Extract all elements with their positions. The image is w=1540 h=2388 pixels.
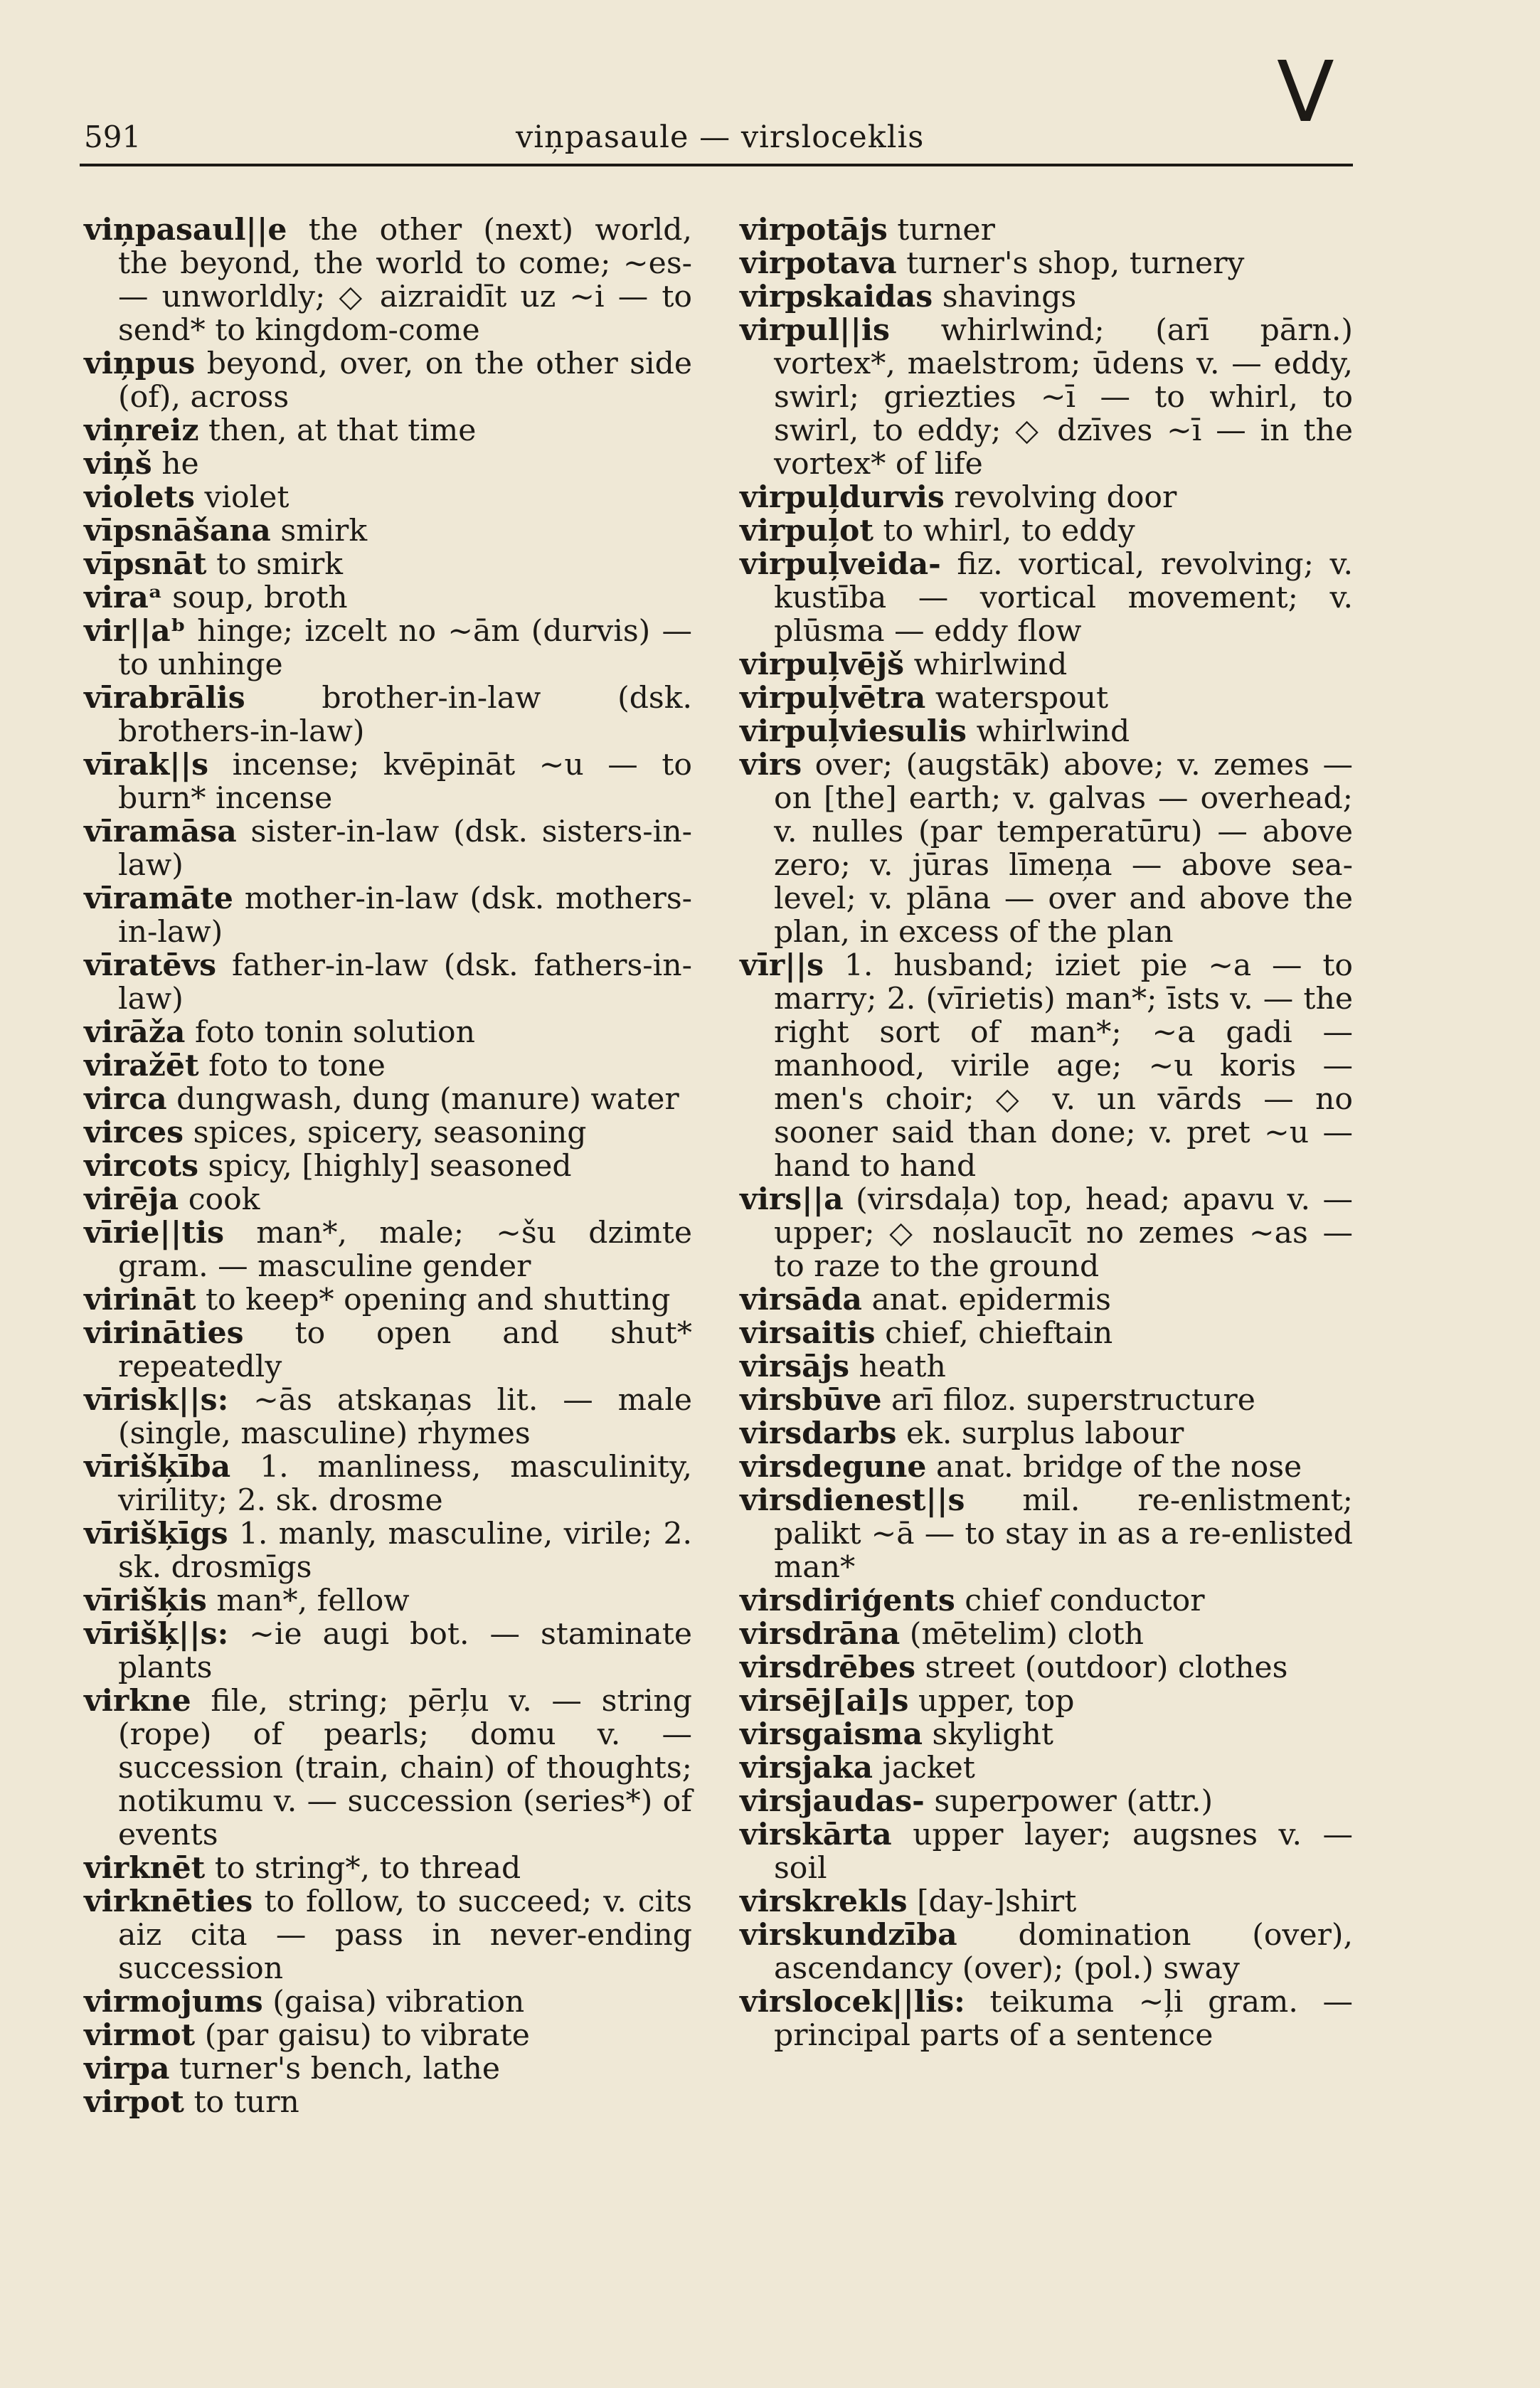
entry-definition: upper, top [918,1684,1075,1719]
entry-headword: viražēt [84,1048,199,1083]
dictionary-entry [84,213,692,347]
dictionary-entry [740,1417,1353,1450]
entry-headword: vīrišķīgs [84,1516,228,1551]
dictionary-entry [740,1751,1353,1785]
dictionary-entry [84,1985,692,2019]
dictionary-entry [84,581,692,615]
entry-headword: virmot [84,2017,196,2053]
dictionary-entry [84,447,692,481]
entry-definition: mil. re-enlistment; palikt ~ā — to stay in as a re-enlisted man* [774,1483,1354,1585]
entry-definition: ek. surplus labour [906,1416,1184,1451]
entry-headword: vīramāte [84,881,233,916]
dictionary-entry [84,615,692,681]
dictionary-entry [740,1384,1353,1417]
dictionary-entry [740,1651,1353,1684]
dictionary-entry [84,1183,692,1216]
entry-definition: hinge; izcelt no ~ām (durvis) — to unhinge [118,614,692,682]
entry-definition: turner's bench, lathe [179,2052,501,2086]
entry-definition: violet [204,480,290,515]
entry-headword: vīrišķ||s: [84,1616,229,1652]
entry-headword: virsaitis [740,1315,876,1351]
dictionary-entry [740,1785,1353,1818]
dictionary-entry [740,280,1353,314]
dictionary-entry [740,1684,1353,1718]
dictionary-entry [740,1317,1353,1350]
entry-definition: spices, spicery, seasoning [193,1115,587,1150]
entry-headword: viņš [84,446,152,482]
entry-definition: (par gaisu) to vibrate [204,2018,530,2053]
entry-definition: file, string; pērļu v. — string (rope) of pearls; domu v. — succession (train, chain) of thoughts; notikumu v. — succession (series*) of events [118,1684,692,1852]
entry-definition: 1. manly, masculine, virile; 2. sk. drosmīgs [118,1517,692,1585]
entry-headword: virs [740,747,802,782]
entry-headword: virsdiriģents [740,1583,955,1618]
entry-headword: vīrišķis [84,1583,207,1618]
dictionary-entry [84,1317,692,1384]
entry-headword: vīpsnāt [84,546,207,582]
entry-headword: virsdienest||s [740,1482,965,1518]
entry-definition: whirlwind; (arī pārn.) vortex*, maelstrom; ūdens v. — eddy, swirl; griezties ~ī — to whirl, to swirl, to eddy; ◇ dzīves ~ī — in the vortex* of life [774,313,1353,482]
entry-definition: domination (over), ascendancy (over); (pol.) sway [774,1918,1353,1986]
entry-headword: virpuļvējš [740,647,905,682]
entry-headword: virpot [84,2084,184,2120]
entry-headword: virsjaudas- [740,1783,925,1819]
dictionary-entry [740,1584,1353,1618]
entry-headword: viraᵃ [84,580,163,615]
dictionary-entry [84,1517,692,1584]
entry-definition: brother-in-law (dsk. brothers-in-law) [118,681,693,749]
dictionary-entry [740,1283,1353,1317]
entry-definition: over; (augstāk) above; v. zemes — on [the] earth; v. galvas — overhead; v. nulles (par temperatūru) — above zero; v. jūras līmeņa — above sea-level; v. plāna — over and above the plan, in excess of the plan [774,748,1353,950]
entry-definition: skylight [932,1717,1053,1752]
entry-headword: virskundzība [740,1917,957,1953]
entry-definition: anat. epidermis [871,1283,1111,1317]
dictionary-entry [740,1618,1353,1651]
entry-headword: virslocek||lis: [740,1984,965,2020]
left-column [84,213,692,2119]
entry-definition: man*, fellow [216,1583,410,1618]
dictionary-entry [740,514,1353,548]
entry-headword: virknēties [84,1884,253,1919]
entry-headword: virsāda [740,1282,862,1317]
dictionary-entry [84,1618,692,1684]
dictionary-entry [84,347,692,414]
entry-headword: virces [84,1115,184,1150]
entry-definition: upper layer; augsnes v. — soil [774,1817,1353,1886]
dictionary-entry [740,715,1353,748]
dictionary-entry [740,247,1353,280]
entry-definition: (mētelim) cloth [909,1617,1145,1652]
dictionary-entry [84,1885,692,1985]
entry-definition: foto tonin solution [194,1015,475,1050]
entry-headword: vīratēvs [84,948,217,983]
dictionary-entry [84,1116,692,1150]
entry-definition: man*, male; ~šu dzimte gram. — masculine gender [118,1216,693,1284]
entry-definition: father-in-law (dsk. fathers-in-law) [118,948,692,1017]
entry-headword: virpuļveida- [740,546,941,582]
dictionary-entry [740,1183,1353,1283]
entry-definition: spicy, [highly] seasoned [208,1149,572,1184]
entry-definition: mother-in-law (dsk. mothers-in-law) [118,881,693,950]
entry-headword: viņreiz [84,413,199,448]
entry-definition: anat. bridge of the nose [936,1450,1302,1485]
dictionary-entry [84,1584,692,1618]
entry-headword: vircots [84,1148,199,1184]
entry-headword: vīpsnāšana [84,513,271,548]
entry-definition: turner [897,213,995,248]
entry-headword: virmojums [84,1984,263,2020]
dictionary-entry [84,1283,692,1317]
entry-definition: heath [859,1349,946,1384]
entry-headword: virināt [84,1282,196,1317]
dictionary-entry [84,481,692,514]
entry-definition: revolving door [954,480,1177,515]
entry-headword: vīrak||s [84,747,209,782]
entry-headword: virpuļdurvis [740,479,945,515]
dictionary-entry [740,748,1353,949]
entry-headword: virsgaisma [740,1716,923,1752]
dictionary-entry [740,548,1353,648]
dictionary-entry [740,213,1353,247]
entry-definition: whirlwind [913,647,1068,682]
entry-definition: to string*, to thread [214,1851,521,1886]
entry-definition: soup, broth [172,580,348,615]
entry-definition: he [161,447,199,482]
dictionary-entry [84,1083,692,1116]
entry-headword: virs||a [740,1182,844,1217]
page-running-title: viņpasaule — virsloceklis [516,120,925,155]
dictionary-entry [84,514,692,548]
entry-headword: virsdegune [740,1449,927,1485]
entry-definition: (virsdaļa) top, head; apavu v. — upper; ◇ noslaucīt no zemes ~as — to raze to the ground [774,1182,1353,1284]
dictionary-entry [84,2052,692,2086]
section-letter: V [1277,43,1334,141]
entry-headword: virsjaka [740,1750,873,1785]
entry-definition: to open and shut* repeatedly [118,1316,693,1384]
entry-headword: virpul||is [740,312,890,348]
entry-definition: then, at that time [208,413,477,448]
entry-headword: vīrišķība [84,1449,231,1485]
entry-definition: foto to tone [208,1049,386,1083]
entry-headword: virsēj[ai]s [740,1683,909,1719]
dictionary-entry [84,2019,692,2052]
entry-headword: vīrabrālis [84,680,245,716]
dictionary-entry [84,882,692,949]
entry-definition: beyond, over, on the other side (of), across [118,346,693,415]
entry-headword: virināties [84,1315,244,1351]
entry-headword: virpuļviesulis [740,713,967,749]
dictionary-entry [84,1150,692,1183]
dictionary-entry [84,949,692,1016]
entry-definition: arī filoz. superstructure [891,1383,1255,1418]
entry-headword: virsdrēbes [740,1650,915,1685]
entry-definition: cook [188,1182,260,1217]
right-column [740,213,1353,2052]
entry-headword: vīramāsa [84,814,237,849]
entry-definition: waterspout [935,681,1109,716]
entry-definition: dungwash, dung (manure) water [176,1082,679,1117]
entry-definition: sister-in-law (dsk. sisters-in-law) [118,814,692,883]
dictionary-entry [84,1684,692,1852]
entry-headword: virāža [84,1014,186,1050]
entry-definition: superpower (attr.) [934,1784,1214,1819]
dictionary-entry [84,1384,692,1450]
entry-headword: virēja [84,1182,179,1217]
header-rule [80,164,1353,166]
entry-definition: the other (next) world, the beyond, the world to come; ~es- — unworldly; ◇ aizraidīt uz ~i — to send* to kingdom-come [118,213,692,348]
entry-headword: virpotājs [740,212,888,248]
entry-headword: virskārta [740,1817,892,1852]
dictionary-entry [740,314,1353,481]
dictionary-entry [84,1450,692,1517]
entry-headword: virpuļvētra [740,680,926,716]
entry-definition: whirlwind [976,714,1130,749]
entry-headword: vīrie||tis [84,1215,225,1251]
entry-headword: virpskaidas [740,279,933,314]
dictionary-entry [740,1985,1353,2052]
entry-definition: [day-]shirt [917,1884,1077,1919]
dictionary-entry [740,648,1353,681]
entry-headword: virpotava [740,245,897,281]
entry-definition: to follow, to succeed; v. cits aiz cita — pass in never-ending succession [118,1884,692,1986]
dictionary-entry [84,1049,692,1083]
entry-headword: virsdrāna [740,1616,901,1652]
dictionary-entry [740,1450,1353,1484]
dictionary-entry [84,681,692,748]
dictionary-entry [84,1016,692,1049]
entry-definition: (gaisa) vibration [272,1985,525,2020]
entry-definition: shavings [942,280,1077,314]
entry-definition: fiz. vortical, revolving; v. kustība — vortical movement; v. plūsma — eddy flow [774,547,1353,649]
entry-headword: viņpasaul||e [84,212,287,248]
entry-headword: vir||aᵇ [84,613,186,649]
dictionary-entry [740,1818,1353,1885]
entry-definition: incense; kvēpināt ~u — to burn* incense [118,748,692,816]
dictionary-entry [740,681,1353,715]
dictionary-entry [84,414,692,447]
entry-definition: turner's shop, turnery [906,246,1245,281]
entry-headword: virkne [84,1683,191,1719]
dictionary-entry [740,1484,1353,1584]
entry-definition: 1. husband; iziet pie ~a — to marry; 2. (vīrietis) man*; īsts v. — the right sort of man*; ~a gadi — manhood, virile age; ~u koris — men's choir; ◇ v. un vārds — no sooner said than done; v. pret ~u — hand to hand [774,948,1353,1184]
entry-definition: chief, chieftain [885,1316,1113,1351]
entry-headword: vīr||s [740,948,824,983]
entry-definition: jacket [882,1751,975,1785]
entry-definition: to turn [193,2085,299,2120]
dictionary-entry [84,748,692,815]
entry-headword: virca [84,1081,167,1117]
dictionary-entry [740,1350,1353,1384]
dictionary-entry [84,815,692,882]
entry-definition: 1. manliness, masculinity, virility; 2. sk. drosme [118,1450,692,1518]
entry-definition: street (outdoor) clothes [925,1650,1288,1685]
entry-headword: virknēt [84,1850,206,1886]
entry-definition: smirk [280,514,368,548]
dictionary-entry [740,949,1353,1183]
dictionary-entry [84,1852,692,1885]
entry-headword: virpa [84,2051,170,2086]
entry-definition: ~ie augi bot. — staminate plants [118,1617,692,1685]
dictionary-entry [740,1885,1353,1919]
dictionary-entry [84,1216,692,1283]
entry-headword: viņpus [84,346,196,381]
entry-headword: virpuļot [740,513,873,548]
entry-definition: to whirl, to eddy [883,514,1135,548]
dictionary-entry [740,1919,1353,1985]
entry-definition: to smirk [216,547,344,582]
entry-definition: ~ās atskaņas lit. — male (single, masculine) rhymes [118,1383,692,1451]
entry-definition: to keep* opening and shutting [205,1283,671,1317]
entry-definition: chief conductor [965,1583,1205,1618]
dictionary-entry [740,481,1353,514]
entry-headword: vīrisk||s: [84,1382,229,1418]
entry-headword: virsbūve [740,1382,882,1418]
entry-headword: violets [84,479,195,515]
entry-definition: teikuma ~ļi gram. — principal parts of a sentence [774,1985,1353,2053]
entry-headword: virsdarbs [740,1416,897,1451]
dictionary-entry [740,1718,1353,1751]
dictionary-entry [84,548,692,581]
dictionary-entry [84,2086,692,2119]
entry-headword: virsājs [740,1349,850,1384]
page-number: 591 [84,120,142,154]
entry-headword: virskrekls [740,1884,908,1919]
